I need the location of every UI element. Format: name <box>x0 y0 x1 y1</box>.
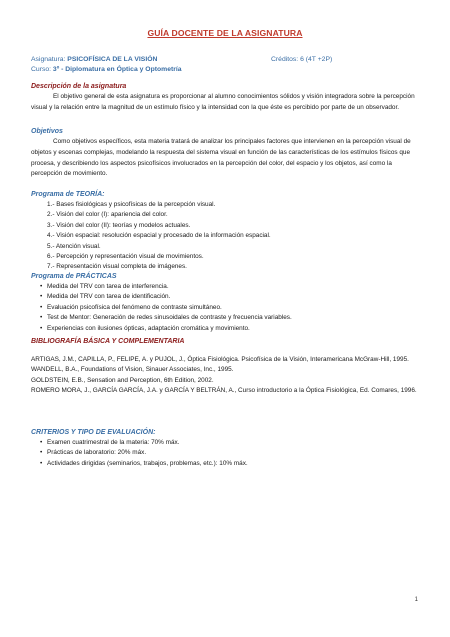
list-item: • Medida del TRV con tarea de identificación. <box>31 292 421 302</box>
list-item: • Actividades dirigidas (seminarios, trabajos, problemas, etc.): 10% máx. <box>31 459 421 469</box>
page-title: GUÍA DOCENTE DE LA ASIGNATURA <box>147 28 303 38</box>
objectives-text: Como objetivos específicos, esta materia tratará de analizar los principales factores que intervienen en la percepción visual de objetos y escenas complejas, modelando la respuesta del sistema visual en función de las características de los estímulos físicos que procesa, y describiendo los aspectos psicofísicos involucrados en la percepción del color, del espacio y los objetos, así como la percepción de movimiento. <box>31 138 411 178</box>
list-item: • Examen cuatrimestral de la materia: 70% máx. <box>31 438 421 448</box>
bibliography-ref: ROMERO MORA, J., GARCÍA GARCÍA, J.A. y GARCÍA Y BELTRÁN, A., Curso introductorio a la Óptica Fisiológica, Ed. Comares, 1996. <box>31 387 417 395</box>
list-item: • Evaluación psicofísica del fenómeno de contraste simultáneo. <box>31 303 421 313</box>
bibliography-ref: GOLDSTEIN, E.B., Sensation and Perception, 6th Edition, 2002. <box>31 376 214 384</box>
list-item: • Medida del TRV con tarea de interferencia. <box>31 282 421 292</box>
bibliography-heading: BIBLIOGRAFÍA BÁSICA Y COMPLEMENTARIA <box>31 338 185 345</box>
page-number: 1 <box>414 597 418 603</box>
list-item: • Experiencias con ilusiones ópticas, adaptación cromática y movimiento. <box>31 324 421 334</box>
list-item: 1.- Bases fisiológicas y psicofísicas de la percepción visual. <box>47 201 216 208</box>
description-section <box>31 82 421 114</box>
objectives-heading: Objetivos <box>31 128 63 135</box>
evaluation-section <box>31 428 421 469</box>
list-item: 5.- Atención visual. <box>47 242 101 250</box>
subject-row <box>31 55 421 65</box>
list-item: 7.- Representación visual completa de imágenes. <box>47 263 187 271</box>
subject-label: Asignatura: <box>31 56 66 63</box>
practice-section <box>31 272 421 334</box>
course-row <box>31 65 421 75</box>
course-info <box>31 55 421 75</box>
list-item: • Test de Mentor: Generación de redes sinusoidales de contraste y frecuencia variables. <box>31 313 421 323</box>
course-label: Curso: <box>31 66 52 73</box>
list-item: 6.- Percepción y representación visual de movimientos. <box>47 253 204 261</box>
objectives-section <box>31 127 421 180</box>
course-name: 3º - Diplomatura en Óptica y Optometría <box>52 66 182 73</box>
credits: Créditos: 6 (4T +2P) <box>271 56 333 63</box>
list-item: 3.- Visión del color (II): teorías y modelos actuales. <box>47 221 191 229</box>
evaluation-list <box>31 438 421 469</box>
evaluation-heading: CRITERIOS Y TIPO DE EVALUACIÓN: <box>31 429 156 436</box>
practice-heading: Programa de PRÁCTICAS <box>31 273 117 280</box>
theory-section <box>31 190 421 273</box>
bibliography-section <box>31 337 421 397</box>
description-heading: Descripción de la asignatura <box>31 83 127 90</box>
theory-list <box>31 200 421 273</box>
subject-name: PSICOFÍSICA DE LA VISIÓN <box>67 56 158 63</box>
bibliography-ref: ARTIGAS, J.M., CAPILLA, P., FELIPE, A. y PUJOL, J., Óptica Fisiológica. Psicofísica de la Visión, Interamericana McGraw-Hill, 1995. <box>31 356 409 363</box>
theory-heading: Programa de TEORÍA: <box>31 191 105 198</box>
description-text: El objetivo general de esta asignatura es proporcionar al alumno conocimientos sólidos y visión integradora sobre la percepción visual y la relación entre la magnitud de un estímulo físico y la intensidad con la que éste es percibido por parte de un observador. <box>31 93 415 111</box>
list-item: 2.- Visión del color (I): apariencia del color. <box>47 211 168 219</box>
bibliography-ref: WANDELL, B.A., Foundations of Vision, Sinauer Associates, Inc., 1995. <box>31 366 234 374</box>
list-item: • Prácticas de laboratorio: 20% máx. <box>31 448 421 458</box>
practice-list <box>31 282 421 334</box>
list-item: 4.- Visión espacial: resolución espacial y procesado de la información espacial. <box>47 232 271 240</box>
